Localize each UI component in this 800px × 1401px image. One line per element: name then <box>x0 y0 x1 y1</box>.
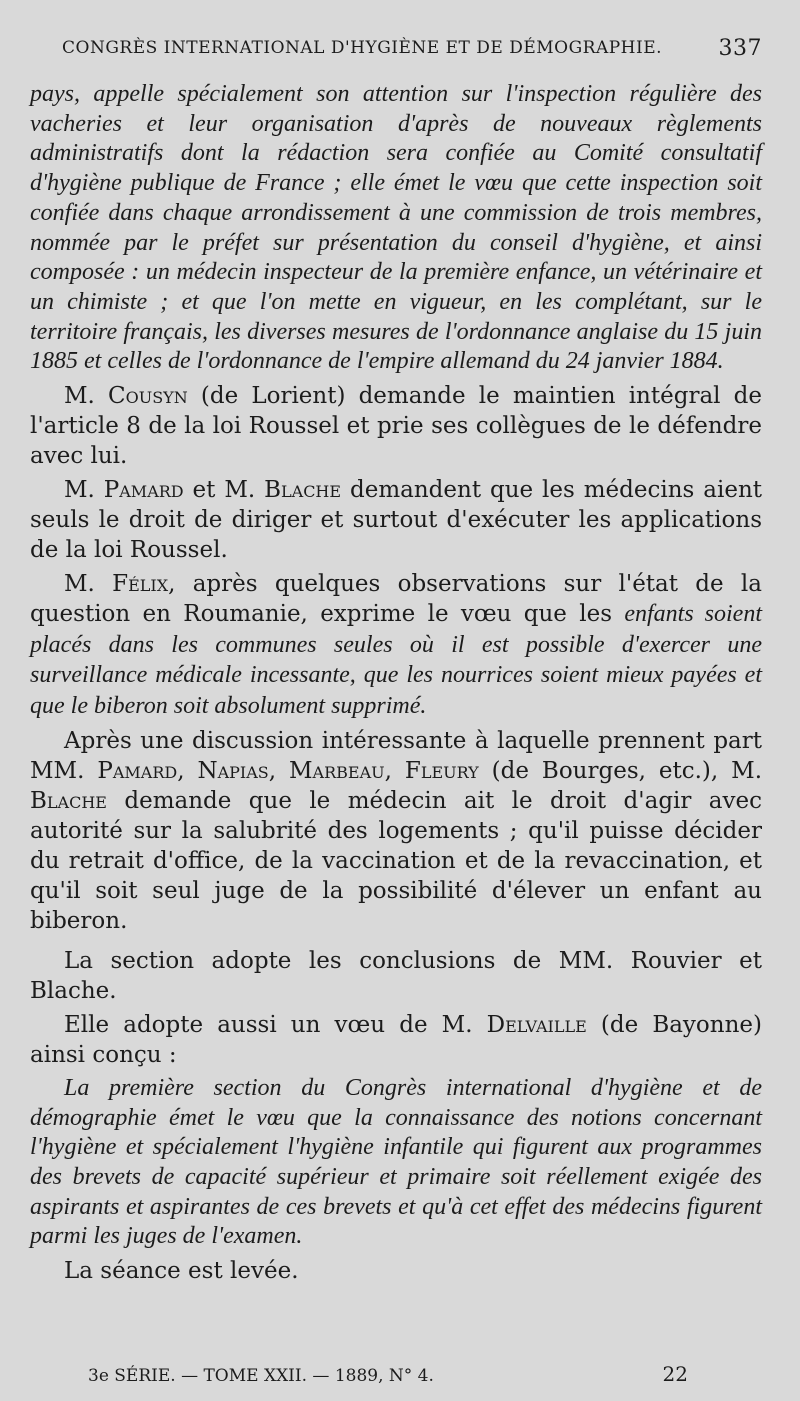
paragraph-cousyn <box>30 381 762 471</box>
paragraph-resolution-continued: pays, appelle spécialement son attention sur l'inspection régulière des vacheries et leur organisation d'après de nouveaux règlements administratifs dont la rédaction sera confiée au Comité consultatif d'hygiène publique de France ; elle émet le vœu que cette inspection soit confiée dans chaque arrondissement à une commission de trois membres, nommée par le préfet sur présentation du conseil d'hygiène, et ainsi composée : un médecin inspecteur de la première enfance, un vétérinaire et un chimiste ; et que l'on mette en vigueur, en les complétant, sur le territoire français, les diverses mesures de l'ordonnance anglaise du 15 juin 1885 et celles de l'ordonnance de l'empire allemand du 24 janvier 1884. <box>30 81 762 375</box>
page-footer <box>88 1362 688 1386</box>
paragraph-text: (de Bourges, etc.), M. <box>478 757 762 784</box>
paragraph-session-closed: La séance est levée. <box>64 1258 299 1285</box>
paragraph-section-adopts: La section adopte les conclusions de MM. Rouvier et Blache. <box>30 947 762 1004</box>
speaker-name: M. Félix <box>64 571 169 598</box>
paragraph-delvaille <box>30 1010 762 1070</box>
sheet-number: 22 <box>662 1362 688 1386</box>
paragraph-resolution-text: La première section du Congrès international d'hygiène et de démographie émet le vœu que la connaissance des notions concernant l'hygiène et spécialement l'hygiène infantile qui figurent aux programmes des brevets de capacité supérieur et primaire soit réellement exigée des aspirants et aspirantes de ces brevets et qu'à cet effet des médecins figurent parmi les juges de l'examen. <box>30 1074 762 1250</box>
speaker-name: M. Cousyn <box>64 383 188 410</box>
paragraph-text: et <box>183 477 225 504</box>
paragraph-text: demande que le médecin ait le droit d'agir avec autorité sur la salubrité des logements ; qu'il puisse décider du retrait d'office, de la vaccination et de la revaccination, et qu'il soit seul juge de la possibilité d'élever un enfant au biberon. <box>30 787 762 934</box>
paragraph-text: Elle adopte aussi un vœu de M. <box>64 1011 487 1038</box>
paragraph-text: , après quelques observations sur l'état de la question en Roumanie, exprime le vœu que les <box>30 571 762 628</box>
paragraph-text: Après une discussion intéressante à laquelle prennent part MM. <box>30 727 762 784</box>
paragraph-discussion <box>30 726 762 936</box>
speaker-name: M. Blache <box>224 477 342 504</box>
paragraph-text: demandent que les médecins aient seuls le droit de diriger et surtout d'exécuter les applications de la loi Roussel. <box>30 477 762 564</box>
body-text <box>30 80 762 1286</box>
speaker-names: Pamard, Napias, Marbeau, Fleury <box>97 757 479 784</box>
speaker-name: Blache <box>30 787 107 814</box>
speaker-name: Delvaille <box>486 1011 587 1038</box>
paragraph-italic-text: enfants soient placés dans les communes seules où il est possible d'exercer une surveillance médicale incessante, que les nourrices soient mieux payées et que le biberon soit absolument supprimé. <box>30 601 762 720</box>
paragraph-text: (de Bayonne) ainsi conçu : <box>30 1011 762 1068</box>
paragraph-text: (de Lorient) demande le maintien intégral de l'article 8 de la loi Roussel et prie ses collègues de le défendre avec lui. <box>30 383 762 470</box>
paragraph-pamard-blache <box>30 475 762 565</box>
running-header <box>62 36 762 61</box>
running-title: CONGRÈS INTERNATIONAL D'HYGIÈNE ET DE DÉMOGRAPHIE. <box>62 38 663 58</box>
speaker-name: M. Pamard <box>64 477 184 504</box>
page-number: 337 <box>718 36 762 61</box>
paragraph-felix <box>30 569 762 722</box>
series-volume-line: 3e SÉRIE. — TOME XXII. — 1889, N° 4. <box>88 1366 434 1386</box>
